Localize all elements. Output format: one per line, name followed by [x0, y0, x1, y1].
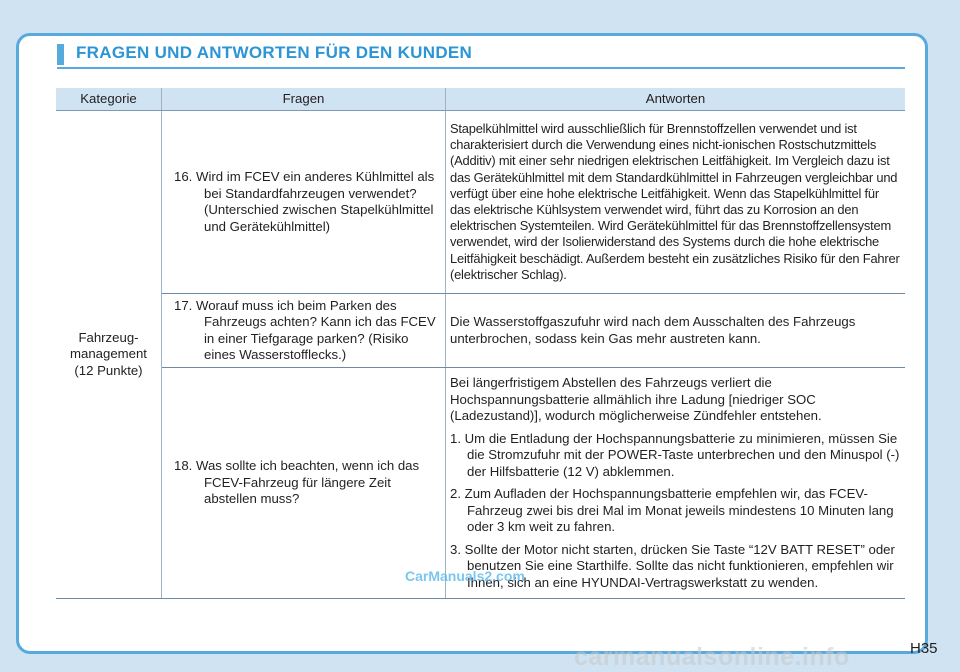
- header-answers: Antworten: [446, 88, 906, 111]
- header-questions: Fragen: [162, 88, 446, 111]
- answer-16: Stapelkühlmittel wird ausschließlich für Brennstoffzellen verwendet und ist charakterisiert durch die Verwendung eines nicht-ionischen Rostschutzmittels (Additiv) mit einer sehr niedrigen elektrischen Leitfähigkeit. Im Vergleich dazu ist das Gerätekühlmittel mit dem Standardkühlmittel in Fahrzeugen vergleichbar und verfügt über eine hohe elektrische Leitfähigkeit. Wenn das Stapelkühlmittel für das elektrische Kühlsystem verwendet wird, führt das zu Korrosion an den elektrischen Systemteilen. Wird Gerätekühlmittel für das Brennstoffzellensystem verwendet, wird der Isolierwiderstand des Systems durch die hohe elektrische Leitfähigkeit beschädigt. Außerdem besteht ein zusätzliches Risiko für den Fahrer (elektrischer Schlag).: [450, 120, 900, 282]
- answer-17: Die Wasserstoffgaszufuhr wird nach dem Ausschalten des Fahrzeugs unterbrochen, sodass kein Gas mehr austreten kann.: [450, 314, 856, 346]
- site-watermark: carmanualsonline.info: [574, 643, 850, 671]
- question-cell: [162, 111, 446, 294]
- table-row: [56, 368, 905, 599]
- section-title: FRAGEN UND ANTWORTEN FÜR DEN KUNDEN: [76, 43, 473, 62]
- answer-18-intro: Bei längerfristigem Abstellen des Fahrzeugs verliert die Hochspannungsbatterie allmählich ihre Ladung [niedriger SOC (Ladezustand)], wodurch möglicherweise Zündfehler entstehen.: [450, 375, 822, 423]
- table-row: [56, 294, 905, 368]
- carmanuals-watermark: CarManuals2.com: [405, 568, 525, 584]
- list-item: 2. Zum Aufladen der Hochspannungsbatterie empfehlen wir, das FCEV-Fahrzeug zwei bis drei Mal im Monat jeweils mindestens 10 Minuten lang oder 3 km weit zu fahren.: [450, 486, 894, 534]
- answer-cell: [446, 368, 906, 599]
- list-item: 3. Sollte der Motor nicht starten, drücken Sie Taste “12V BATT RESET” oder benutzen Sie eine Starthilfe. Sollte das nicht funktionieren, empfehlen wir Ihnen, sich an eine HYUNDAI-Vertragswerkstatt zu wenden.: [450, 541, 895, 590]
- category-cell: [56, 111, 162, 599]
- question-cell: [162, 294, 446, 368]
- heading-accent-bar: [57, 44, 64, 65]
- qa-table: [56, 88, 905, 599]
- page-number: H35: [910, 640, 938, 657]
- question-18: 18. Was sollte ich beachten, wenn ich das FCEV-Fahrzeug für längere Zeit abstellen muss?: [174, 458, 420, 507]
- answer-cell: [446, 294, 906, 368]
- category-label: Fahrzeug- management (12 Punkte): [70, 329, 147, 378]
- answer-cell: [446, 111, 906, 294]
- table-row: [56, 111, 905, 294]
- answer-18-steps: [450, 431, 901, 592]
- question-17: 17. Worauf muss ich beim Parken des Fahrzeugs achten? Kann ich das FCEV in einer Tiefgarage parken? (Risiko eines Wasserstofflecks.): [174, 297, 436, 362]
- table-header-row: [56, 88, 905, 111]
- question-16: 16. Wird im FCEV ein anderes Kühlmittel als bei Standardfahrzeugen verwendet? (Unterschied zwischen Stapelkühlmittel und Gerätekühlmittel): [174, 169, 435, 234]
- header-category: Kategorie: [56, 88, 162, 111]
- heading-divider: [57, 67, 905, 69]
- question-cell: [162, 368, 446, 599]
- list-item: 1. Um die Entladung der Hochspannungsbatterie zu minimieren, müssen Sie die Stromzufuhr mit der POWER-Taste unterbrechen und den Minuspol (-) der Hilfsbatterie (12 V) abklemmen.: [450, 430, 900, 479]
